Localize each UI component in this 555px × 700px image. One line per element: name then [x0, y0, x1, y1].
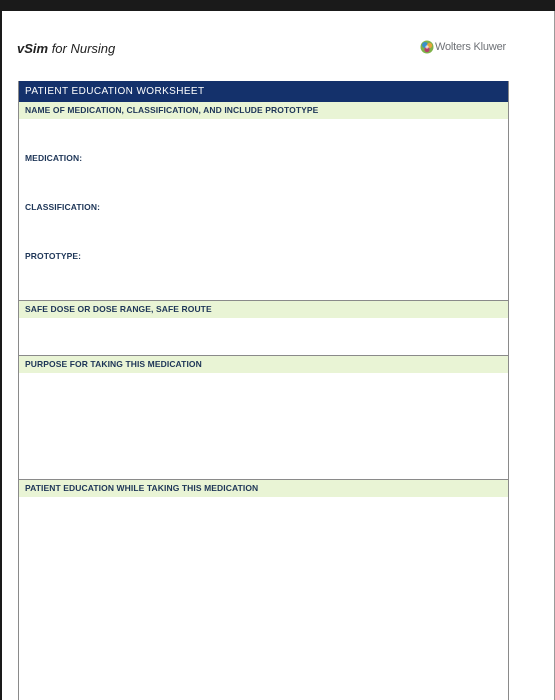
vsim-logo	[17, 41, 115, 56]
medication-label: MEDICATION:	[25, 153, 83, 163]
section-dose-header: SAFE DOSE OR DOSE RANGE, SAFE ROUTE	[19, 301, 508, 318]
left-edge	[0, 11, 2, 700]
section-purpose-header: PURPOSE FOR TAKING THIS MEDICATION	[19, 356, 508, 373]
section-medication-header: NAME OF MEDICATION, CLASSIFICATION, AND INCLUDE PROTOTYPE	[19, 102, 508, 119]
section-education-header: PATIENT EDUCATION WHILE TAKING THIS MEDICATION	[19, 480, 508, 497]
wolters-kluwer-text: Wolters Kluwer	[435, 41, 506, 53]
wolters-kluwer-icon	[420, 40, 434, 54]
wolters-kluwer-logo	[420, 40, 506, 54]
vsim-logo-bold: vSim	[17, 41, 49, 56]
worksheet-title: PATIENT EDUCATION WORKSHEET	[19, 81, 508, 102]
classification-label: CLASSIFICATION:	[25, 202, 101, 212]
worksheet	[18, 81, 509, 700]
window-top-bar	[0, 0, 555, 11]
prototype-label: PROTOTYPE:	[25, 251, 82, 261]
vsim-logo-tagline: for Nursing	[48, 41, 116, 56]
